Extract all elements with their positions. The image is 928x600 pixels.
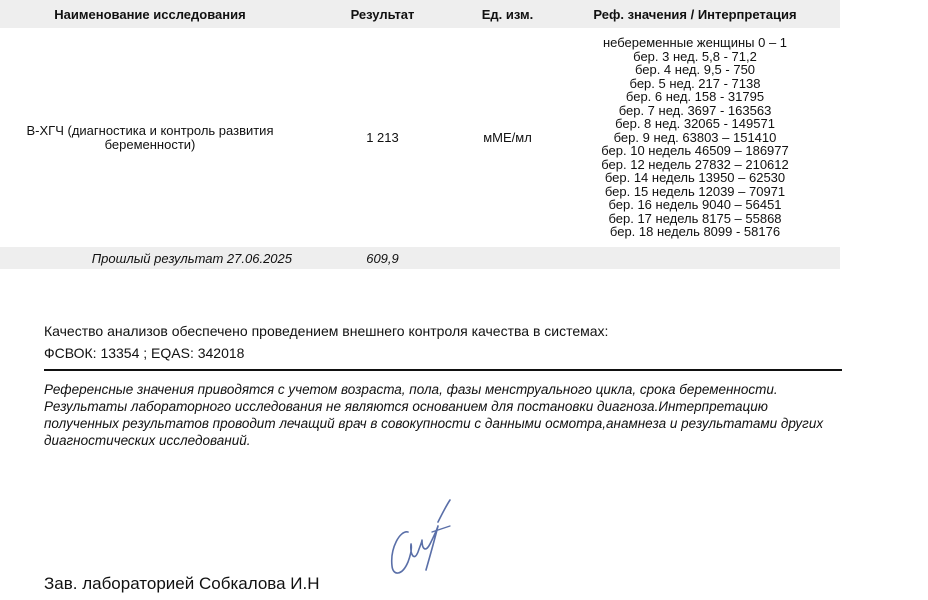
reference-line: бер. 3 нед. 5,8 - 71,2 (633, 48, 757, 64)
disclaimer-text: Референсные значения приводятся с учетом возраста, пола, фазы менструального цикла, срока беременности. Результаты лабораторного исследования не являются основанием для постановки диагноза.Интерпретацию полученных результатов проводит лечащий врач в совокупности с данными осмотра,анамнеза и результатами других диагностических исследований. (44, 382, 824, 448)
reference-line: небеременные женщины 0 – 1 (602, 35, 788, 51)
quality-line-2: ФСВОК: 13354 ; EQAS: 342018 (44, 345, 245, 361)
table-header (0, 0, 840, 28)
test-result: 1 213 (366, 130, 399, 145)
quality-line-1: Качество анализов обеспечено проведением внешнего контроля качества в системах: (44, 323, 609, 339)
reference-line: бер. 10 недель 46509 – 186977 (601, 143, 789, 159)
divider (44, 369, 842, 371)
reference-line: бер. 16 недель 9040 – 56451 (608, 197, 782, 213)
table-row (0, 28, 840, 247)
previous-result-value: 609,9 (366, 250, 399, 266)
reference-values (550, 36, 840, 239)
header-name: Наименование исследования (54, 6, 246, 22)
header-result: Результат (350, 6, 415, 22)
test-name: B-ХГЧ (диагностика и контроль развития беременности) (26, 122, 274, 152)
quality-note (44, 320, 608, 364)
reference-line: бер. 15 недель 12039 – 70971 (604, 183, 786, 199)
reference-line: бер. 4 нед. 9,5 - 750 (634, 62, 756, 78)
reference-line: бер. 7 нед. 3697 - 163563 (618, 102, 772, 118)
reference-line: бер. 6 нед. 158 - 31795 (625, 89, 765, 105)
reference-line: бер. 14 недель 13950 – 62530 (604, 170, 786, 186)
lab-head-signature-line: Зав. лабораторией Собкалова И.Н (44, 574, 320, 593)
previous-result-label: Прошлый результат 27.06.2025 (91, 250, 292, 266)
results-table (0, 0, 840, 269)
reference-line: бер. 12 недель 27832 – 210612 (601, 156, 789, 172)
reference-line: бер. 5 нед. 217 - 7138 (629, 75, 761, 91)
header-unit: Ед. изм. (481, 6, 534, 22)
reference-line: бер. 9 нед. 63803 – 151410 (613, 129, 777, 145)
reference-line: бер. 8 нед. 32065 - 149571 (615, 116, 775, 132)
reference-line: бер. 18 недель 8099 - 58176 (609, 224, 781, 240)
test-unit: мМЕ/мл (483, 130, 532, 145)
reference-line: бер. 17 недель 8175 – 55868 (608, 210, 782, 226)
previous-result-row (0, 247, 840, 269)
header-ref: Реф. значения / Интерпретация (593, 6, 797, 22)
signature-image (378, 492, 468, 588)
